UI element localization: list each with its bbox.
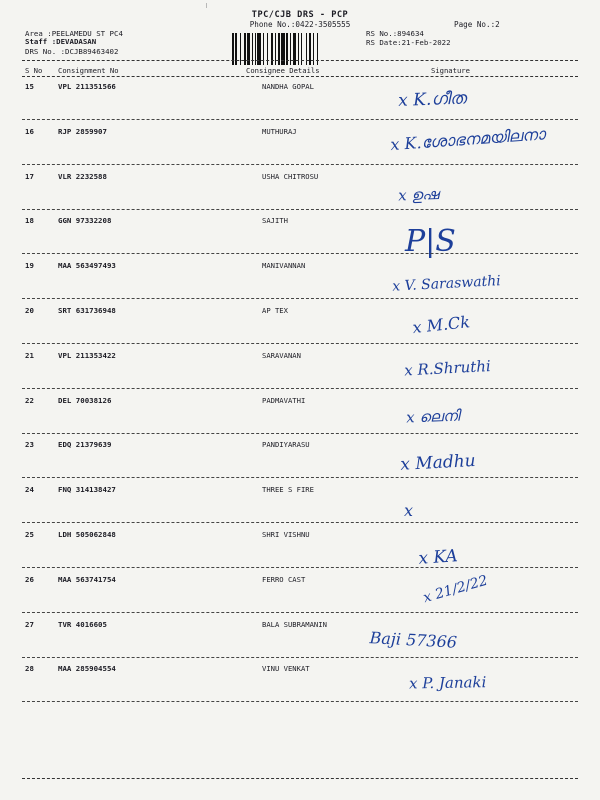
table-row [0,351,600,395]
signature-text: x ഉഷ [397,184,439,205]
table-row [0,306,600,350]
row-divider [22,522,578,523]
row-consignment-no: VPL 211351566 [58,82,116,91]
row-consignment-no: SRT 631736948 [58,306,116,315]
row-sno: 24 [25,485,34,495]
signature-text: x 21/2/22 [421,572,490,607]
row-consignment-no: EDQ 21379639 [58,440,112,450]
scan-speck [206,3,207,8]
table-row [0,396,600,440]
row-consignment-no: DEL 70038126 [58,395,112,405]
page-number: Page No.:2 [454,20,500,29]
row-divider [22,388,578,389]
row-divider [22,612,578,613]
row-sno: 26 [25,574,34,584]
row-consignee: THREE S FIRE [262,485,314,495]
signature-text: x R.Shruthi [403,356,492,380]
row-consignee: SHRI VISHNU [262,530,310,539]
signature-text: x K.ശോഭനമയിലനാ [389,124,546,154]
row-consignee: PANDIYARASU [262,440,310,450]
row-consignment-no: GGN 97332208 [58,216,112,226]
row-divider [22,298,578,299]
table-row [0,572,600,619]
signature-text: x Madhu [399,451,477,476]
signature-text: x M.Ck [411,312,471,338]
col-header-consignment: Consignment No [58,66,119,75]
row-sno: 21 [25,350,34,360]
table-row [0,82,600,126]
table-row [0,620,600,664]
row-consignment-no: RJP 2859907 [58,126,107,136]
table-row [0,485,600,529]
row-consignment-no: VLR 2232588 [58,171,107,181]
row-sno: 16 [25,126,34,136]
footer-rule [22,778,578,779]
row-consignee: NANDHA GOPAL [262,82,314,91]
staff-label: Staff :DEVADASAN [25,37,97,46]
row-consignment-no: MAA 563497493 [58,261,116,271]
row-consignment-no: MAA 285904554 [58,664,116,674]
rs-date: RS Date:21-Feb-2022 [366,38,451,47]
signature-text: x K.ഗീത [397,88,467,111]
table-row [0,440,600,484]
row-divider [22,119,578,120]
row-divider [22,209,578,210]
row-sno: 23 [25,440,34,450]
signature-text: x V. Saraswathi [391,273,502,295]
signature-text: x P. Janaki [408,673,487,693]
row-consignment-no: LDH 505062848 [58,530,116,539]
row-divider [22,433,578,434]
row-divider [22,343,578,344]
row-sno: 17 [25,171,34,181]
row-consignee: SARAVANAN [262,350,301,360]
row-divider [22,253,578,254]
row-divider [22,701,578,702]
signature-text: P|S [405,224,456,260]
col-header-sno: S No [25,66,43,75]
phone-number: Phone No.:0422-3505555 [249,20,351,29]
signature-text: x [404,501,414,521]
row-consignee: FERRO CAST [262,574,306,584]
drs-number: DRS No. :DCJB89463402 [25,47,119,56]
row-divider [22,477,578,478]
area-label: Area :PEELAMEDU ST PC4 [25,29,123,38]
table-row [0,172,600,216]
rs-number: RS No.:894634 [366,29,424,38]
sheet-title: TPC/CJB DRS - PCP [251,10,349,20]
row-consignment-no: VPL 211353422 [58,350,116,360]
row-divider [22,567,578,568]
row-consignee: AP TEX [262,306,288,315]
row-consignee: BALA SUBRAMANIN [262,619,327,629]
signature-text: x KA [417,546,459,569]
table-row [0,216,600,260]
table-row [0,664,600,708]
row-sno: 22 [25,395,34,405]
row-divider [22,657,578,658]
row-sno: 18 [25,216,34,226]
signature-text: Baji 57366 [369,627,458,652]
signature-text: x ലെനി [405,406,460,427]
row-sno: 25 [25,530,34,539]
row-consignment-no: MAA 563741754 [58,574,116,584]
row-consignment-no: TVR 4016605 [58,619,107,629]
row-consignee: VINU VENKAT [262,664,310,674]
row-consignee: MUTHURAJ [262,126,297,136]
row-sno: 19 [25,261,34,271]
row-consignment-no: FNQ 314138427 [58,485,116,495]
row-consignee: USHA CHITROSU [262,171,319,181]
row-divider [22,164,578,165]
table-row [0,124,600,171]
row-consignee: PADMAVATHI [262,395,306,405]
col-header-consignee: Consignee Details [246,66,320,75]
row-sno: 15 [25,82,34,91]
header-rule-bottom [22,76,578,77]
row-consignee: SAJITH [262,216,288,226]
table-row [0,261,600,305]
row-sno: 28 [25,664,34,674]
row-sno: 20 [25,306,34,315]
row-consignee: MANIVANNAN [262,261,306,271]
row-sno: 27 [25,619,34,629]
table-row [0,530,600,574]
col-header-signature: Signature [431,66,470,75]
header-rule-top [22,60,578,61]
